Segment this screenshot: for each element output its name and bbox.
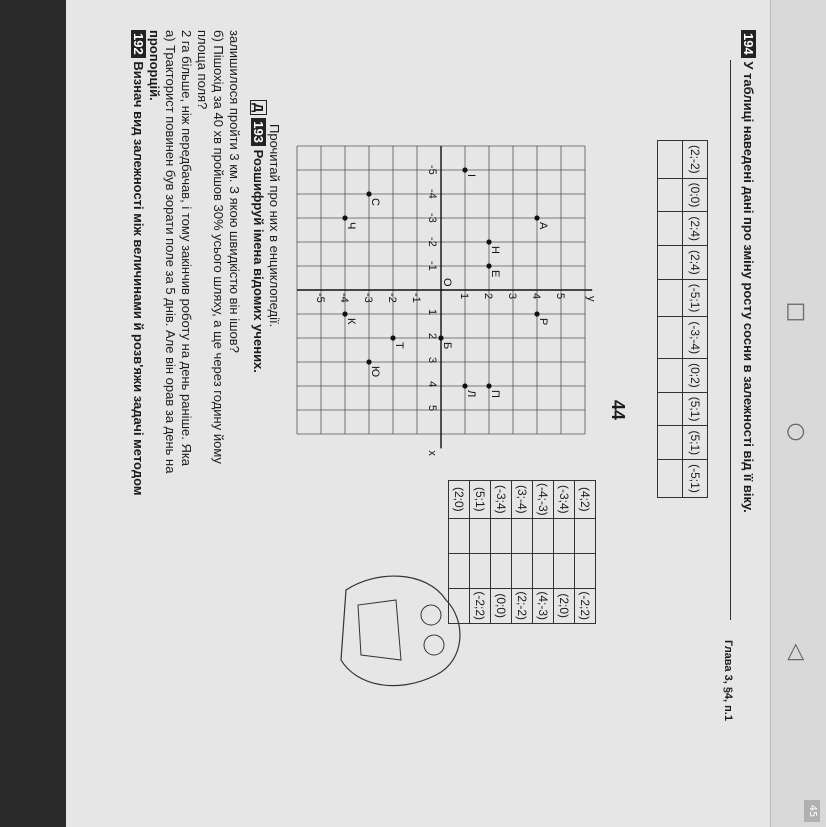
table-cell: (0;0) bbox=[491, 588, 512, 623]
y-axis-label: y bbox=[585, 296, 598, 302]
table-cell: (2;4) bbox=[683, 212, 708, 246]
grid-point-label: Т bbox=[393, 342, 405, 349]
table-cell: (0;2) bbox=[683, 359, 708, 393]
grid-point-label: І bbox=[465, 174, 477, 178]
x-axis-label: x bbox=[426, 450, 438, 456]
table-cell bbox=[575, 553, 596, 588]
table-cell bbox=[575, 518, 596, 553]
grid-point bbox=[486, 239, 491, 244]
table-row bbox=[658, 141, 683, 498]
table-row bbox=[533, 481, 554, 624]
grid-point bbox=[534, 215, 539, 220]
table-cell: (-5;1) bbox=[683, 279, 708, 317]
table-cell bbox=[658, 392, 683, 426]
table-cell bbox=[658, 246, 683, 280]
problem-192-line2: пропорцій. bbox=[147, 30, 162, 101]
table-cell bbox=[554, 518, 575, 553]
grid-point bbox=[438, 335, 443, 340]
table-cell: (4;-3) bbox=[533, 588, 554, 623]
grid-point-label: К bbox=[345, 318, 357, 325]
grid-point-label: Б bbox=[441, 342, 453, 350]
table-cell bbox=[533, 518, 554, 553]
grid-point-label: Ч bbox=[345, 222, 357, 230]
table-cell bbox=[658, 141, 683, 179]
grid-point-label: С bbox=[369, 198, 381, 206]
grid-point-label: А bbox=[537, 222, 549, 230]
x-tick-label: -3 bbox=[426, 213, 438, 223]
table-cell: (-5;1) bbox=[683, 460, 708, 498]
table-cell: (2;-2) bbox=[512, 588, 533, 623]
problem-193-line2: Прочитай про них в енциклопедії. bbox=[267, 124, 282, 328]
y-tick-label: -5 bbox=[314, 293, 326, 303]
grid-point bbox=[462, 167, 467, 172]
x-tick-label: -1 bbox=[426, 261, 438, 271]
grid-point bbox=[462, 383, 467, 388]
table-cell bbox=[533, 553, 554, 588]
grid-point bbox=[342, 215, 347, 220]
table-cell bbox=[658, 212, 683, 246]
x-tick-label: 2 bbox=[426, 333, 438, 340]
x-tick-label: 5 bbox=[426, 405, 438, 412]
grid-point bbox=[486, 263, 491, 268]
problem-192-b1: б) Пішохід за 40 хв пройшов 30% усього шляху, а ще через годину йому bbox=[211, 30, 226, 464]
table-row bbox=[575, 481, 596, 624]
grid-point bbox=[366, 191, 371, 196]
bottom-table bbox=[657, 140, 708, 498]
y-tick-label: 4 bbox=[530, 293, 542, 300]
problem-192-b2: залишилося пройти 3 км. З якою швидкістю він ішов? bbox=[227, 30, 242, 353]
origin-label: O bbox=[441, 278, 453, 287]
table-row bbox=[683, 141, 708, 498]
grid-point bbox=[390, 335, 395, 340]
problem-193-line1: Д193 Розшифруй імена відомих учених. bbox=[250, 100, 266, 373]
textbook-page bbox=[66, 0, 826, 827]
grid-point-label: П bbox=[489, 390, 501, 398]
table-cell: (-3;4) bbox=[554, 481, 575, 519]
owl-with-book-icon bbox=[326, 560, 526, 710]
table-cell bbox=[658, 279, 683, 317]
grid-point bbox=[534, 311, 539, 316]
table-cell: (2;0) bbox=[554, 588, 575, 623]
page-number: 44 bbox=[608, 400, 628, 421]
problem-192-a1: а) Тракторист повинен був зорати поле за 5 днів. Але він орав за день на bbox=[163, 30, 178, 474]
grid-point-label: Е bbox=[489, 270, 501, 278]
x-tick-label: 1 bbox=[426, 309, 438, 316]
table-cell: (5;1) bbox=[683, 392, 708, 426]
table-cell: (-4;-3) bbox=[533, 481, 554, 519]
grid-point-label: Н bbox=[489, 246, 501, 254]
table-cell bbox=[491, 518, 512, 553]
table-cell bbox=[658, 426, 683, 460]
table-cell bbox=[449, 518, 470, 553]
table-cell bbox=[658, 460, 683, 498]
table-cell: (2;4) bbox=[683, 246, 708, 280]
table-cell bbox=[658, 178, 683, 212]
y-tick-label: -1 bbox=[410, 293, 422, 303]
grid-point-label: Ю bbox=[369, 366, 381, 378]
grid-point bbox=[342, 311, 347, 316]
x-tick-label: 4 bbox=[426, 381, 438, 388]
table-cell bbox=[512, 518, 533, 553]
x-tick-label: -2 bbox=[426, 237, 438, 247]
x-tick-label: -4 bbox=[426, 189, 438, 199]
y-tick-label: -2 bbox=[386, 293, 398, 303]
device-nav-bar bbox=[770, 0, 826, 827]
chapter-label: Глава 3, §4, п.1 bbox=[722, 640, 734, 721]
y-tick-label: -4 bbox=[338, 293, 350, 303]
problem-192-line1: 192 Визнач вид залежності між величинами й розв'яжи задачі методом bbox=[130, 30, 146, 495]
y-tick-label: -3 bbox=[362, 293, 374, 303]
table-cell: (3;-4) bbox=[512, 481, 533, 519]
square-icon[interactable]: □ bbox=[784, 301, 810, 323]
problem-192-a2: 2 га більше, ніж передбачав, і тому закінчив роботу на день раніше. Яка bbox=[179, 30, 194, 467]
grid-point bbox=[486, 383, 491, 388]
table-cell: (4;2) bbox=[575, 481, 596, 519]
table-row bbox=[554, 481, 575, 624]
coordinate-grid bbox=[291, 140, 598, 470]
table-cell: (-3;-4) bbox=[683, 317, 708, 359]
back-triangle-icon[interactable]: ◁ bbox=[784, 643, 810, 661]
circle-icon[interactable]: ○ bbox=[784, 422, 810, 442]
table-cell bbox=[470, 518, 491, 553]
table-cell bbox=[554, 553, 575, 588]
y-tick-label: 5 bbox=[554, 293, 566, 300]
y-tick-label: 1 bbox=[458, 293, 470, 300]
table-cell: (-3;4) bbox=[491, 481, 512, 519]
table-cell bbox=[658, 317, 683, 359]
table-cell: (2;0) bbox=[449, 481, 470, 519]
problem-192-a3: площа поля? bbox=[195, 30, 210, 110]
x-tick-label: -5 bbox=[426, 165, 438, 175]
table-cell: (0;0) bbox=[683, 178, 708, 212]
table-cell: (2;-2) bbox=[683, 141, 708, 179]
x-tick-label: 3 bbox=[426, 357, 438, 364]
table-cell: (5;1) bbox=[683, 426, 708, 460]
table-cell bbox=[658, 359, 683, 393]
y-tick-label: 2 bbox=[482, 293, 494, 300]
separator-line bbox=[730, 60, 731, 620]
table-cell: (-2;2) bbox=[575, 588, 596, 623]
problem-194: 194 У таблиці наведені дані про зміну росту сосни в залежності від її віку. bbox=[740, 30, 756, 513]
grid-point-label: Л bbox=[465, 390, 477, 398]
grid-point-label: Р bbox=[537, 318, 549, 326]
y-tick-label: 3 bbox=[506, 293, 518, 300]
table-cell: (-2;2) bbox=[470, 588, 491, 623]
grid-point bbox=[366, 359, 371, 364]
page-badge: 45 bbox=[804, 800, 820, 822]
table-cell: (5;1) bbox=[470, 481, 491, 519]
